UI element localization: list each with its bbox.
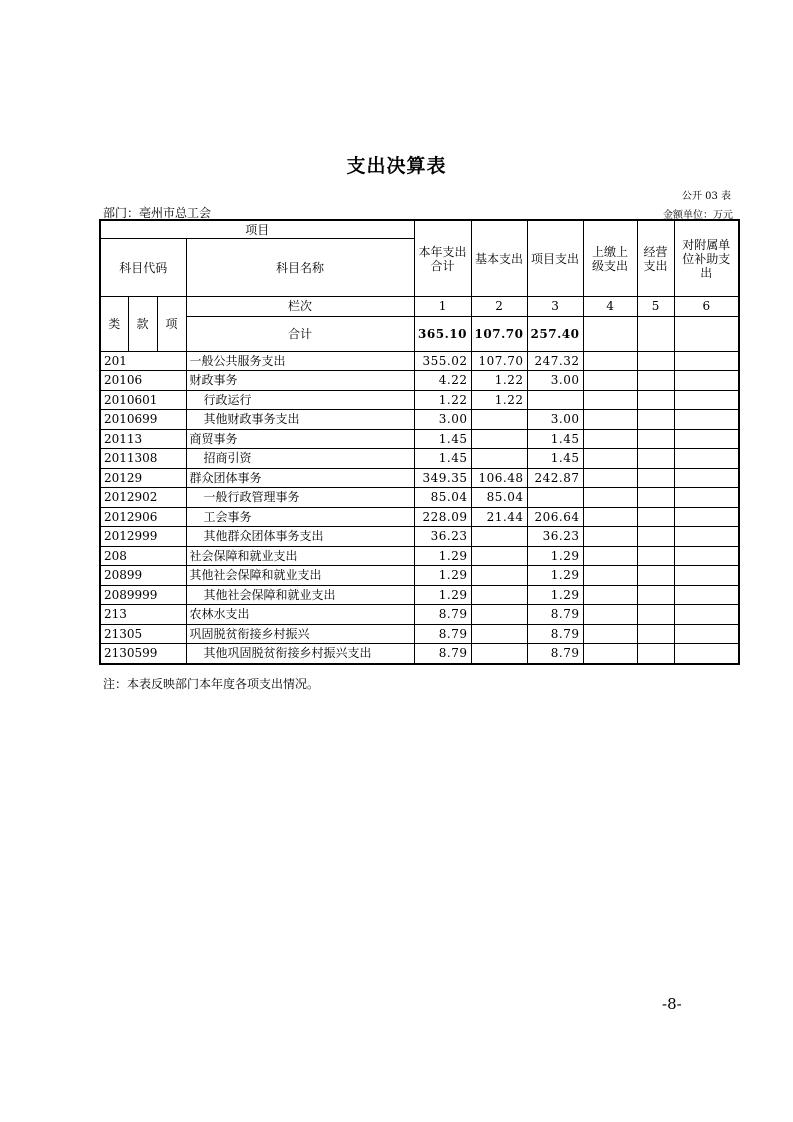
subject-name: 群众团体事务 (186, 468, 414, 488)
subject-name: 其他社会保障和就业支出 (186, 585, 414, 605)
amount-project (527, 488, 583, 508)
amount-project: 247.32 (527, 351, 583, 371)
amount-project: 3.00 (527, 410, 583, 430)
amount-subsidy (674, 585, 739, 605)
amount-upper (583, 488, 637, 508)
amount-upper (583, 371, 637, 391)
amount-upper (583, 410, 637, 430)
subject-code: 2011308 (100, 449, 186, 469)
page-title: 支出决算表 (346, 155, 447, 177)
table-row (100, 488, 739, 508)
subject-name: 工会事务 (186, 507, 414, 527)
amount-total: 228.09 (414, 507, 471, 527)
amount-business (637, 585, 674, 605)
amount-business (637, 449, 674, 469)
amount-business (637, 468, 674, 488)
amount-business (637, 644, 674, 664)
amount-basic (471, 585, 527, 605)
department-label: 部门：亳州市总工会 (103, 206, 212, 220)
amount-upper (583, 449, 637, 469)
amount-basic: 85.04 (471, 488, 527, 508)
table-row (100, 644, 739, 664)
amount-basic: 1.22 (471, 390, 527, 410)
subject-code: 2010699 (100, 410, 186, 430)
amount-basic: 21.44 (471, 507, 527, 527)
amount-business (637, 624, 674, 644)
table-row (100, 390, 739, 410)
amount-subsidy (674, 390, 739, 410)
amount-project: 36.23 (527, 527, 583, 547)
total-value: 365.10 (414, 316, 471, 351)
amount-business (637, 429, 674, 449)
col-number: 5 (637, 297, 674, 317)
amount-basic (471, 546, 527, 566)
amount-upper (583, 546, 637, 566)
header-project: 项目 (100, 220, 414, 239)
amount-basic (471, 566, 527, 586)
amount-total: 1.45 (414, 449, 471, 469)
amount-subsidy (674, 449, 739, 469)
amount-project: 8.79 (527, 605, 583, 625)
form-number: 公开 03 表 (681, 191, 731, 202)
subject-name: 社会保障和就业支出 (186, 546, 414, 566)
subject-code: 20899 (100, 566, 186, 586)
amount-business (637, 566, 674, 586)
amount-total: 1.29 (414, 546, 471, 566)
amount-total: 1.22 (414, 390, 471, 410)
subject-name: 一般行政管理事务 (186, 488, 414, 508)
amount-business (637, 527, 674, 547)
amount-subsidy (674, 527, 739, 547)
subject-name: 招商引资 (186, 449, 414, 469)
subject-name: 商贸事务 (186, 429, 414, 449)
total-business (637, 316, 674, 351)
table-body (100, 351, 739, 664)
amount-subsidy (674, 566, 739, 586)
amount-upper (583, 644, 637, 664)
subject-name: 行政运行 (186, 390, 414, 410)
col-number: 3 (527, 297, 583, 317)
amount-basic: 106.48 (471, 468, 527, 488)
subject-code: 2012902 (100, 488, 186, 508)
amount-basic (471, 429, 527, 449)
footnote: 注：本表反映部门本年度各项支出情况。 (103, 677, 320, 691)
total-basic: 107.70 (471, 316, 527, 351)
table-row (100, 351, 739, 371)
amount-business (637, 351, 674, 371)
amount-basic (471, 410, 527, 430)
amount-upper (583, 605, 637, 625)
header-name: 科目名称 (186, 239, 414, 297)
amount-subsidy (674, 468, 739, 488)
subject-name: 财政事务 (186, 371, 414, 391)
amount-basic (471, 644, 527, 664)
subject-name: 其他社会保障和就业支出 (186, 566, 414, 586)
amount-upper (583, 585, 637, 605)
amount-project: 1.29 (527, 585, 583, 605)
amount-basic (471, 449, 527, 469)
amount-project: 1.29 (527, 546, 583, 566)
table-row (100, 468, 739, 488)
amount-upper (583, 507, 637, 527)
amount-project: 1.45 (527, 449, 583, 469)
col-number: 1 (414, 297, 471, 317)
amount-total: 8.79 (414, 605, 471, 625)
amount-total: 85.04 (414, 488, 471, 508)
amount-business (637, 390, 674, 410)
subject-name: 其他巩固脱贫衔接乡村振兴支出 (186, 644, 414, 664)
amount-subsidy (674, 624, 739, 644)
subject-name: 农林水支出 (186, 605, 414, 625)
amount-project: 3.00 (527, 371, 583, 391)
total-label: 合计 (186, 316, 414, 351)
table-row (100, 546, 739, 566)
table-row (100, 429, 739, 449)
subject-code: 2012999 (100, 527, 186, 547)
subject-code: 2130599 (100, 644, 186, 664)
amount-subsidy (674, 351, 739, 371)
header-col-upper: 上缴上级支出 (583, 220, 637, 297)
header-lei: 类 (100, 297, 128, 352)
amount-total: 36.23 (414, 527, 471, 547)
amount-upper (583, 624, 637, 644)
unit-label: 金额单位：万元 (663, 210, 733, 221)
table-row (100, 371, 739, 391)
subject-code: 2010601 (100, 390, 186, 410)
subject-code: 20129 (100, 468, 186, 488)
amount-subsidy (674, 410, 739, 430)
subject-code: 21305 (100, 624, 186, 644)
amount-basic: 107.70 (471, 351, 527, 371)
amount-total: 1.29 (414, 585, 471, 605)
amount-upper (583, 429, 637, 449)
col-number: 6 (674, 297, 739, 317)
amount-project: 242.87 (527, 468, 583, 488)
header-xiang: 项 (157, 297, 186, 352)
subject-name: 其他群众团体事务支出 (186, 527, 414, 547)
table-row (100, 449, 739, 469)
table-row (100, 566, 739, 586)
amount-subsidy (674, 507, 739, 527)
header-col-project: 项目支出 (527, 220, 583, 297)
header-col-basic: 基本支出 (471, 220, 527, 297)
amount-subsidy (674, 429, 739, 449)
amount-subsidy (674, 546, 739, 566)
subject-code: 213 (100, 605, 186, 625)
amount-subsidy (674, 371, 739, 391)
amount-upper (583, 566, 637, 586)
amount-basic (471, 527, 527, 547)
total-subsidy (674, 316, 739, 351)
col-number: 4 (583, 297, 637, 317)
amount-upper (583, 527, 637, 547)
amount-project: 1.29 (527, 566, 583, 586)
subject-code: 20113 (100, 429, 186, 449)
amount-total: 8.79 (414, 644, 471, 664)
amount-upper (583, 351, 637, 371)
amount-business (637, 605, 674, 625)
amount-total: 3.00 (414, 410, 471, 430)
amount-total: 349.35 (414, 468, 471, 488)
amount-project: 8.79 (527, 624, 583, 644)
amount-total: 355.02 (414, 351, 471, 371)
amount-business (637, 371, 674, 391)
subject-name: 巩固脱贫衔接乡村振兴 (186, 624, 414, 644)
subject-name: 其他财政事务支出 (186, 410, 414, 430)
amount-basic: 1.22 (471, 371, 527, 391)
table-row (100, 605, 739, 625)
col-number: 2 (471, 297, 527, 317)
subject-code: 208 (100, 546, 186, 566)
header-col-business: 经营支出 (637, 220, 674, 297)
subject-code: 2089999 (100, 585, 186, 605)
amount-upper (583, 390, 637, 410)
expenditure-table (99, 219, 740, 665)
subject-name: 一般公共服务支出 (186, 351, 414, 371)
amount-total: 4.22 (414, 371, 471, 391)
amount-basic (471, 605, 527, 625)
amount-project (527, 390, 583, 410)
amount-total: 1.45 (414, 429, 471, 449)
amount-basic (471, 624, 527, 644)
header-kuan: 款 (128, 297, 157, 352)
amount-business (637, 410, 674, 430)
total-upper (583, 316, 637, 351)
amount-business (637, 546, 674, 566)
subject-code: 201 (100, 351, 186, 371)
page-number: -8- (662, 995, 682, 1013)
amount-upper (583, 468, 637, 488)
amount-business (637, 488, 674, 508)
header-col-subsidy: 对附属单位补助支出 (674, 220, 739, 297)
amount-business (637, 507, 674, 527)
amount-subsidy (674, 644, 739, 664)
table-row (100, 507, 739, 527)
table-row (100, 585, 739, 605)
header-code: 科目代码 (100, 239, 186, 297)
table-row (100, 410, 739, 430)
table-row (100, 624, 739, 644)
amount-project: 1.45 (527, 429, 583, 449)
amount-project: 206.64 (527, 507, 583, 527)
header-lanci: 栏次 (186, 297, 414, 317)
amount-total: 8.79 (414, 624, 471, 644)
amount-subsidy (674, 488, 739, 508)
table-row (100, 527, 739, 547)
header-col-total: 本年支出合计 (414, 220, 471, 297)
subject-code: 2012906 (100, 507, 186, 527)
subject-code: 20106 (100, 371, 186, 391)
amount-subsidy (674, 605, 739, 625)
amount-total: 1.29 (414, 566, 471, 586)
total-project: 257.40 (527, 316, 583, 351)
amount-project: 8.79 (527, 644, 583, 664)
